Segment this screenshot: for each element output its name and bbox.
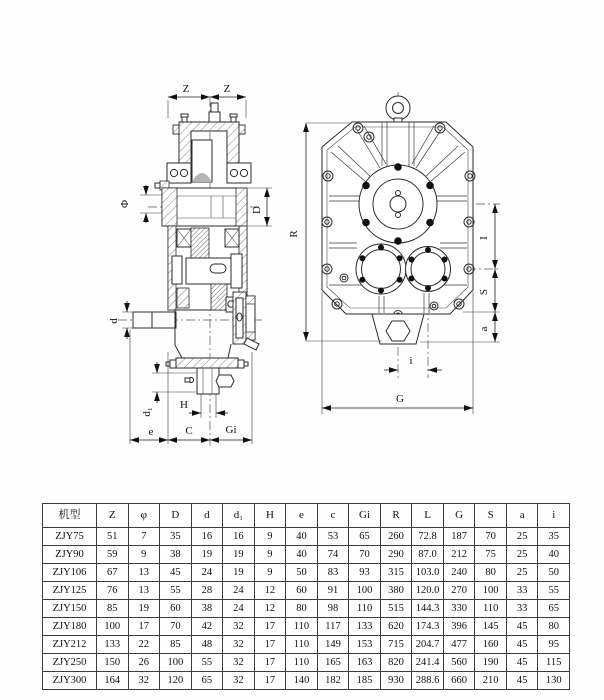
value-cell: 185 [349, 672, 381, 690]
table-row [43, 618, 570, 636]
table-body [43, 528, 570, 690]
dim-label-C: C [185, 425, 193, 437]
value-cell: 65 [191, 672, 223, 690]
bottom-flange [176, 358, 238, 368]
keyway [210, 264, 226, 273]
table-row [43, 654, 570, 672]
value-cell: 120.0 [412, 582, 444, 600]
value-cell: 165 [317, 654, 349, 672]
value-cell: 85 [97, 600, 129, 618]
value-cell: 270 [443, 582, 475, 600]
value-cell: 12 [254, 600, 286, 618]
value-cell: 164 [97, 672, 129, 690]
value-cell: 76 [97, 582, 129, 600]
dim-label-D: D [251, 206, 263, 214]
value-cell: 40 [286, 546, 318, 564]
model-cell: ZJY125 [43, 582, 97, 600]
value-cell: 93 [349, 564, 381, 582]
value-cell: 55 [191, 654, 223, 672]
value-cell: 150 [97, 654, 129, 672]
value-cell: 160 [475, 636, 507, 654]
value-cell: 33 [506, 600, 538, 618]
value-cell: 72.8 [412, 528, 444, 546]
value-cell: 55 [160, 582, 192, 600]
value-cell: 212 [443, 546, 475, 564]
value-cell: 9 [254, 528, 286, 546]
value-cell: 16 [223, 528, 255, 546]
column-header: H [254, 504, 286, 528]
value-cell: 13 [128, 582, 160, 600]
value-cell: 110 [286, 618, 318, 636]
model-cell: ZJY106 [43, 564, 97, 582]
value-cell: 140 [286, 672, 318, 690]
value-cell: 190 [475, 654, 507, 672]
model-cell: ZJY75 [43, 528, 97, 546]
model-cell: ZJY212 [43, 636, 97, 654]
value-cell: 91 [317, 582, 349, 600]
value-cell: 65 [349, 528, 381, 546]
value-cell: 19 [128, 600, 160, 618]
value-cell: 25 [506, 546, 538, 564]
table-row [43, 582, 570, 600]
column-header: d₁ [223, 504, 255, 528]
dim-label-I: I [478, 236, 490, 240]
value-cell: 210 [475, 672, 507, 690]
value-cell: 55 [538, 582, 570, 600]
value-cell: 182 [317, 672, 349, 690]
value-cell: 100 [349, 582, 381, 600]
value-cell: 75 [475, 546, 507, 564]
value-cell: 22 [128, 636, 160, 654]
value-cell: 40 [286, 528, 318, 546]
value-cell: 28 [191, 582, 223, 600]
value-cell: 315 [380, 564, 412, 582]
table-header-row [43, 504, 570, 528]
value-cell: 153 [349, 636, 381, 654]
dim-label-d: d [108, 318, 120, 324]
value-cell: 110 [475, 600, 507, 618]
value-cell: 715 [380, 636, 412, 654]
value-cell: 100 [160, 654, 192, 672]
front-view [288, 92, 500, 414]
column-header: S [475, 504, 507, 528]
model-cell: ZJY300 [43, 672, 97, 690]
lower-right-flange [406, 247, 451, 292]
dim-label-z-left: Z [182, 83, 190, 95]
value-cell: 45 [506, 618, 538, 636]
value-cell: 9 [128, 546, 160, 564]
value-cell: 288.6 [412, 672, 444, 690]
column-header: Gi [349, 504, 381, 528]
column-header: Z [97, 504, 129, 528]
table-row [43, 672, 570, 690]
value-cell: 240 [443, 564, 475, 582]
value-cell: 330 [443, 600, 475, 618]
value-cell: 100 [97, 618, 129, 636]
value-cell: 50 [538, 564, 570, 582]
value-cell: 25 [506, 528, 538, 546]
dim-label-a: a [478, 326, 490, 332]
value-cell: 32 [223, 636, 255, 654]
value-cell: 60 [160, 600, 192, 618]
value-cell: 38 [191, 600, 223, 618]
value-cell: 19 [191, 546, 223, 564]
value-cell: 32 [223, 654, 255, 672]
value-cell: 25 [506, 564, 538, 582]
model-cell: ZJY150 [43, 600, 97, 618]
value-cell: 133 [97, 636, 129, 654]
value-cell: 24 [223, 600, 255, 618]
value-cell: 42 [191, 618, 223, 636]
dim-label-G: G [396, 393, 404, 405]
value-cell: 32 [223, 672, 255, 690]
value-cell: 174.3 [412, 618, 444, 636]
column-header: c [317, 504, 349, 528]
value-cell: 85 [160, 636, 192, 654]
value-cell: 9 [254, 546, 286, 564]
value-cell: 67 [97, 564, 129, 582]
column-header: φ [128, 504, 160, 528]
value-cell: 80 [475, 564, 507, 582]
value-cell: 38 [160, 546, 192, 564]
value-cell: 35 [538, 528, 570, 546]
dim-label-z-right: Z [223, 83, 231, 95]
value-cell: 45 [506, 654, 538, 672]
value-cell: 48 [191, 636, 223, 654]
table-row [43, 600, 570, 618]
lower-left-flange [356, 244, 406, 294]
dim-label-phi: Φ [119, 199, 131, 209]
output-shaft-left [133, 312, 176, 328]
value-cell: 515 [380, 600, 412, 618]
table-row [43, 564, 570, 582]
column-header: R [380, 504, 412, 528]
top-shaft-collar [209, 112, 220, 122]
value-cell: 51 [97, 528, 129, 546]
value-cell: 12 [254, 582, 286, 600]
pinion-section [191, 228, 209, 260]
value-cell: 17 [254, 654, 286, 672]
value-cell: 32 [128, 672, 160, 690]
value-cell: 24 [223, 582, 255, 600]
model-cell: ZJY90 [43, 546, 97, 564]
value-cell: 70 [160, 618, 192, 636]
value-cell: 80 [286, 600, 318, 618]
value-cell: 95 [538, 636, 570, 654]
column-header: d [191, 504, 223, 528]
value-cell: 19 [223, 564, 255, 582]
value-cell: 149 [317, 636, 349, 654]
value-cell: 117 [317, 618, 349, 636]
value-cell: 7 [128, 528, 160, 546]
value-cell: 187 [443, 528, 475, 546]
value-cell: 9 [254, 564, 286, 582]
value-cell: 396 [443, 618, 475, 636]
value-cell: 24 [191, 564, 223, 582]
value-cell: 45 [506, 636, 538, 654]
value-cell: 133 [349, 618, 381, 636]
value-cell: 103.0 [412, 564, 444, 582]
dim-label-e: e [148, 426, 154, 438]
value-cell: 380 [380, 582, 412, 600]
value-cell: 110 [286, 654, 318, 672]
dim-label-H: H [180, 399, 188, 411]
value-cell: 45 [160, 564, 192, 582]
value-cell: 204.7 [412, 636, 444, 654]
side-view [108, 83, 272, 446]
value-cell: 145 [475, 618, 507, 636]
value-cell: 115 [538, 654, 570, 672]
value-cell: 19 [223, 546, 255, 564]
table-row [43, 546, 570, 564]
dim-label-d1: d₁ [141, 407, 153, 417]
value-cell: 660 [443, 672, 475, 690]
value-cell: 163 [349, 654, 381, 672]
value-cell: 241.4 [412, 654, 444, 672]
column-header: L [412, 504, 444, 528]
value-cell: 70 [475, 528, 507, 546]
value-cell: 35 [160, 528, 192, 546]
value-cell: 17 [254, 672, 286, 690]
column-header: i [538, 504, 570, 528]
value-cell: 120 [160, 672, 192, 690]
value-cell: 17 [254, 636, 286, 654]
value-cell: 45 [506, 672, 538, 690]
value-cell: 50 [286, 564, 318, 582]
column-header: 机型 [43, 504, 97, 528]
value-cell: 83 [317, 564, 349, 582]
value-cell: 70 [349, 546, 381, 564]
column-header: D [160, 504, 192, 528]
value-cell: 930 [380, 672, 412, 690]
value-cell: 32 [223, 618, 255, 636]
value-cell: 477 [443, 636, 475, 654]
column-header: G [443, 504, 475, 528]
value-cell: 820 [380, 654, 412, 672]
value-cell: 59 [97, 546, 129, 564]
value-cell: 110 [349, 600, 381, 618]
value-cell: 290 [380, 546, 412, 564]
value-cell: 16 [191, 528, 223, 546]
value-cell: 53 [317, 528, 349, 546]
value-cell: 13 [128, 564, 160, 582]
value-cell: 560 [443, 654, 475, 672]
table-row [43, 636, 570, 654]
value-cell: 130 [538, 672, 570, 690]
dim-label-i: i [409, 355, 413, 367]
value-cell: 26 [128, 654, 160, 672]
value-cell: 74 [317, 546, 349, 564]
dim-label-G1: Gi [225, 424, 237, 436]
value-cell: 60 [286, 582, 318, 600]
dim-label-R: R [288, 230, 300, 238]
model-cell: ZJY250 [43, 654, 97, 672]
model-cell: ZJY180 [43, 618, 97, 636]
value-cell: 144.3 [412, 600, 444, 618]
value-cell: 33 [506, 582, 538, 600]
value-cell: 98 [317, 600, 349, 618]
value-cell: 80 [538, 618, 570, 636]
value-cell: 40 [538, 546, 570, 564]
value-cell: 87.0 [412, 546, 444, 564]
hex-nut [216, 375, 234, 387]
value-cell: 65 [538, 600, 570, 618]
dimension-table [42, 503, 570, 690]
table-row [43, 528, 570, 546]
column-header: e [286, 504, 318, 528]
dim-label-S: S [478, 288, 490, 296]
value-cell: 620 [380, 618, 412, 636]
value-cell: 17 [254, 618, 286, 636]
value-cell: 260 [380, 528, 412, 546]
value-cell: 110 [286, 636, 318, 654]
column-header: a [506, 504, 538, 528]
value-cell: 100 [475, 582, 507, 600]
value-cell: 17 [128, 618, 160, 636]
oil-stub [244, 338, 259, 350]
eye-bolt-icon [386, 96, 410, 124]
